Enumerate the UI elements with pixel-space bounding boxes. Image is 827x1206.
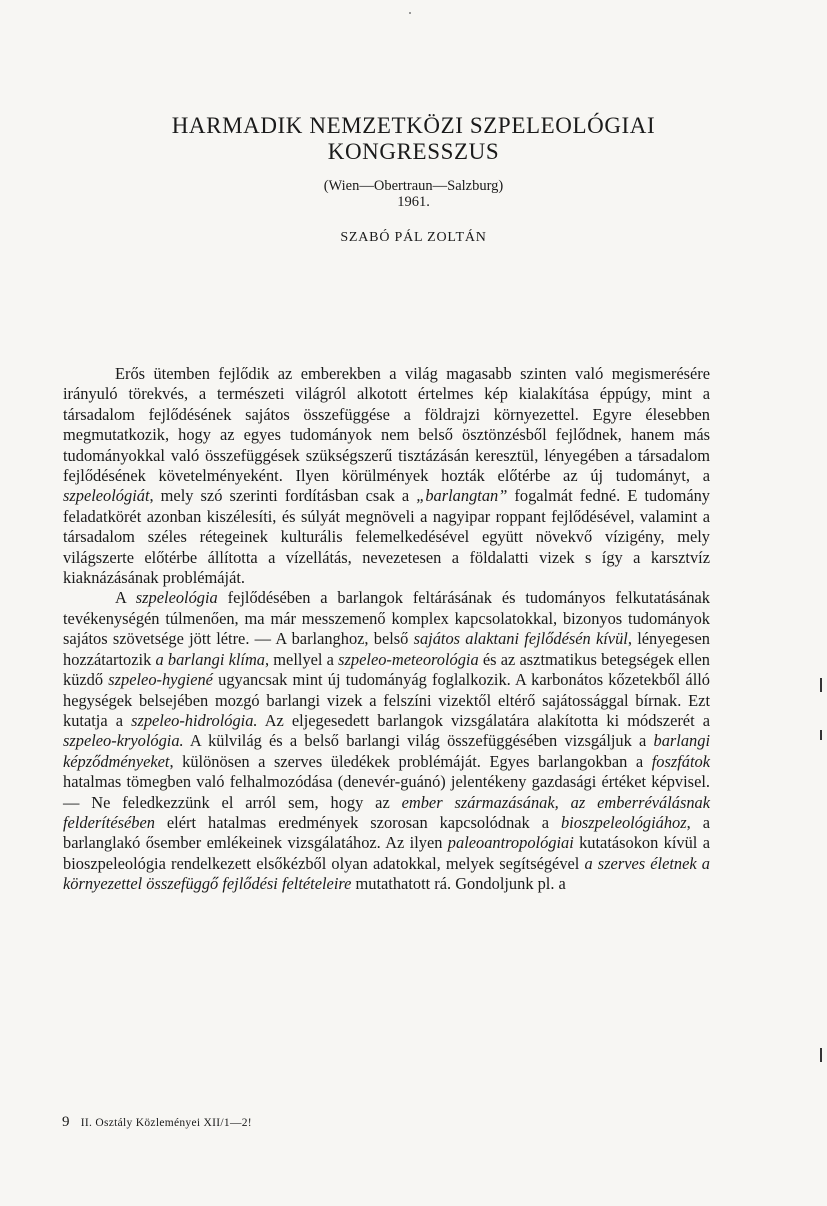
event-year: 1961.	[397, 194, 430, 210]
italic-term: sajátos alaktani fejlődésén kívül	[413, 629, 628, 649]
text-run: fogalmát fedné. E tudomány feladatkörét azonban kiszélesíti, és súlyát megnöveli a nagyipar roppant fejlődésével, valamint a társadalom széles rétegeinek kulturális felemelkedésével együtt növekvő vízigény, mely világszerte előtérbe állította a vízellátás, nevezetesen a földalatti vizek s így a karsztvíz kiaknázásának problémáját.	[63, 486, 711, 588]
event-location-date	[0, 178, 827, 210]
article-body	[63, 364, 710, 895]
text-run: , a barlanglakó ősember emlékeinek vizsgálatához. Az ilyen	[63, 812, 710, 853]
italic-term: „barlangtan”	[416, 486, 508, 506]
title-line-1: HARMADIK NEMZETKÖZI SZPELEOLÓGIAI	[171, 113, 656, 138]
paragraph-1	[63, 364, 710, 588]
text-run: A	[115, 588, 136, 608]
scan-margin-mark	[820, 1048, 822, 1062]
text-run: és az asztmatikus betegségek ellen küzdő	[63, 649, 710, 690]
text-run: fejlődésében a barlangok feltárásának és tudományos felkutatásának tevékenységén túlmenően, ma már messzemenő komplex kapcsolatokkal, bizonyos tudományok sajátos szövetsége jött létre. — A barlanghoz, belső	[63, 588, 710, 649]
italic-term: szpeleo-hidrológia.	[131, 710, 258, 730]
italic-term: a barlangi klíma	[155, 649, 265, 669]
italic-term: szpeleológia	[135, 588, 218, 608]
text-run: Az eljegesedett barlangok vizsgálatára alakította ki módszerét a	[257, 710, 711, 730]
italic-term: bioszpeleológiához	[560, 812, 687, 832]
text-run: kutatásokon kívül a bioszpeleológia rendelkezett elsőkézből olyan adatokkal, melyek segítségével	[63, 833, 710, 873]
italic-term: barlangi képződményeket	[63, 731, 710, 771]
scan-speck	[409, 12, 411, 14]
italic-term: szpeleológiát	[63, 486, 150, 506]
scan-margin-mark	[820, 730, 822, 740]
page-footer	[62, 1114, 252, 1131]
text-run: ugyancsak mint új tudományág foglalkozik. A karbonátos kőzetekből álló hegységek belsejében mozgó barlangi vizek a felszíni vizektől eltérő sajátossággal bírnak. Ezt kutatja a	[63, 670, 710, 730]
italic-term: szpeleo-meteorológia	[338, 649, 479, 669]
text-run: , különösen a szerves üledékek problémáját. Egyes barlangokban a	[169, 751, 652, 771]
title-line-2: KONGRESSZUS	[327, 139, 500, 164]
publication-source: II. Osztály Közleményei XII/1—2!	[80, 1117, 252, 1129]
text-run: , lényegesen hozzátartozik	[63, 629, 711, 669]
italic-term: ember származásának, az emberréválásnak felderítésében	[63, 792, 710, 832]
text-run: mutathatott rá. Gondoljunk pl. a	[351, 874, 566, 894]
page-number: 9	[62, 1114, 70, 1130]
italic-term: szpeleo-kryológia.	[63, 731, 184, 751]
text-run: , mely szó szerinti fordításban csak a	[149, 486, 417, 506]
author-name: SZABÓ PÁL ZOLTÁN	[340, 230, 487, 245]
text-run: , mellyel a	[265, 649, 339, 669]
text-run: elért hatalmas eredmények szorosan kapcsolódnak a	[154, 812, 561, 832]
text-run: A külvilág és a belső barlangi világ összefüggésében vizsgáljuk a	[183, 731, 654, 751]
article-title	[0, 113, 827, 165]
italic-term: paleoantropológiai	[447, 833, 574, 853]
italic-term: a szerves életnek a környezettel összefüggő fejlődési feltételeire	[63, 853, 710, 894]
italic-term: foszfátok	[651, 751, 710, 771]
text-run: hatalmas tömegben való felhalmozódása (denevér-guánó) jelentékeny gazdasági értéket képvisel. — Ne feledkezzünk el arról sem, hogy az	[63, 772, 710, 812]
scan-margin-mark	[820, 678, 822, 692]
italic-term: szpeleo-hygiené	[108, 670, 213, 690]
paragraph-2	[63, 588, 710, 894]
text-run: Erős ütemben fejlődik az emberekben a világ magasabb szinten való megismerésére irányuló törekvés, a természeti világról alkotott értelmes kép kialakítása éppúgy, mint a társadalom fejlődésének sajátos összefüggése a földrajzi környezettel. Egyre élesebben megmutatkozik, hogy az egyes tudományok nem belső ösztönzésből fejlődnek, hanem más tudományokkal való összefüggések szükségszerű tisztázásán keresztül, lényegében a társadalom fejlődésének követelményeként. Ilyen körülmények hozták előtérbe az új tudományt, a	[63, 364, 710, 486]
event-location: (Wien—Obertraun—Salzburg)	[323, 178, 504, 194]
